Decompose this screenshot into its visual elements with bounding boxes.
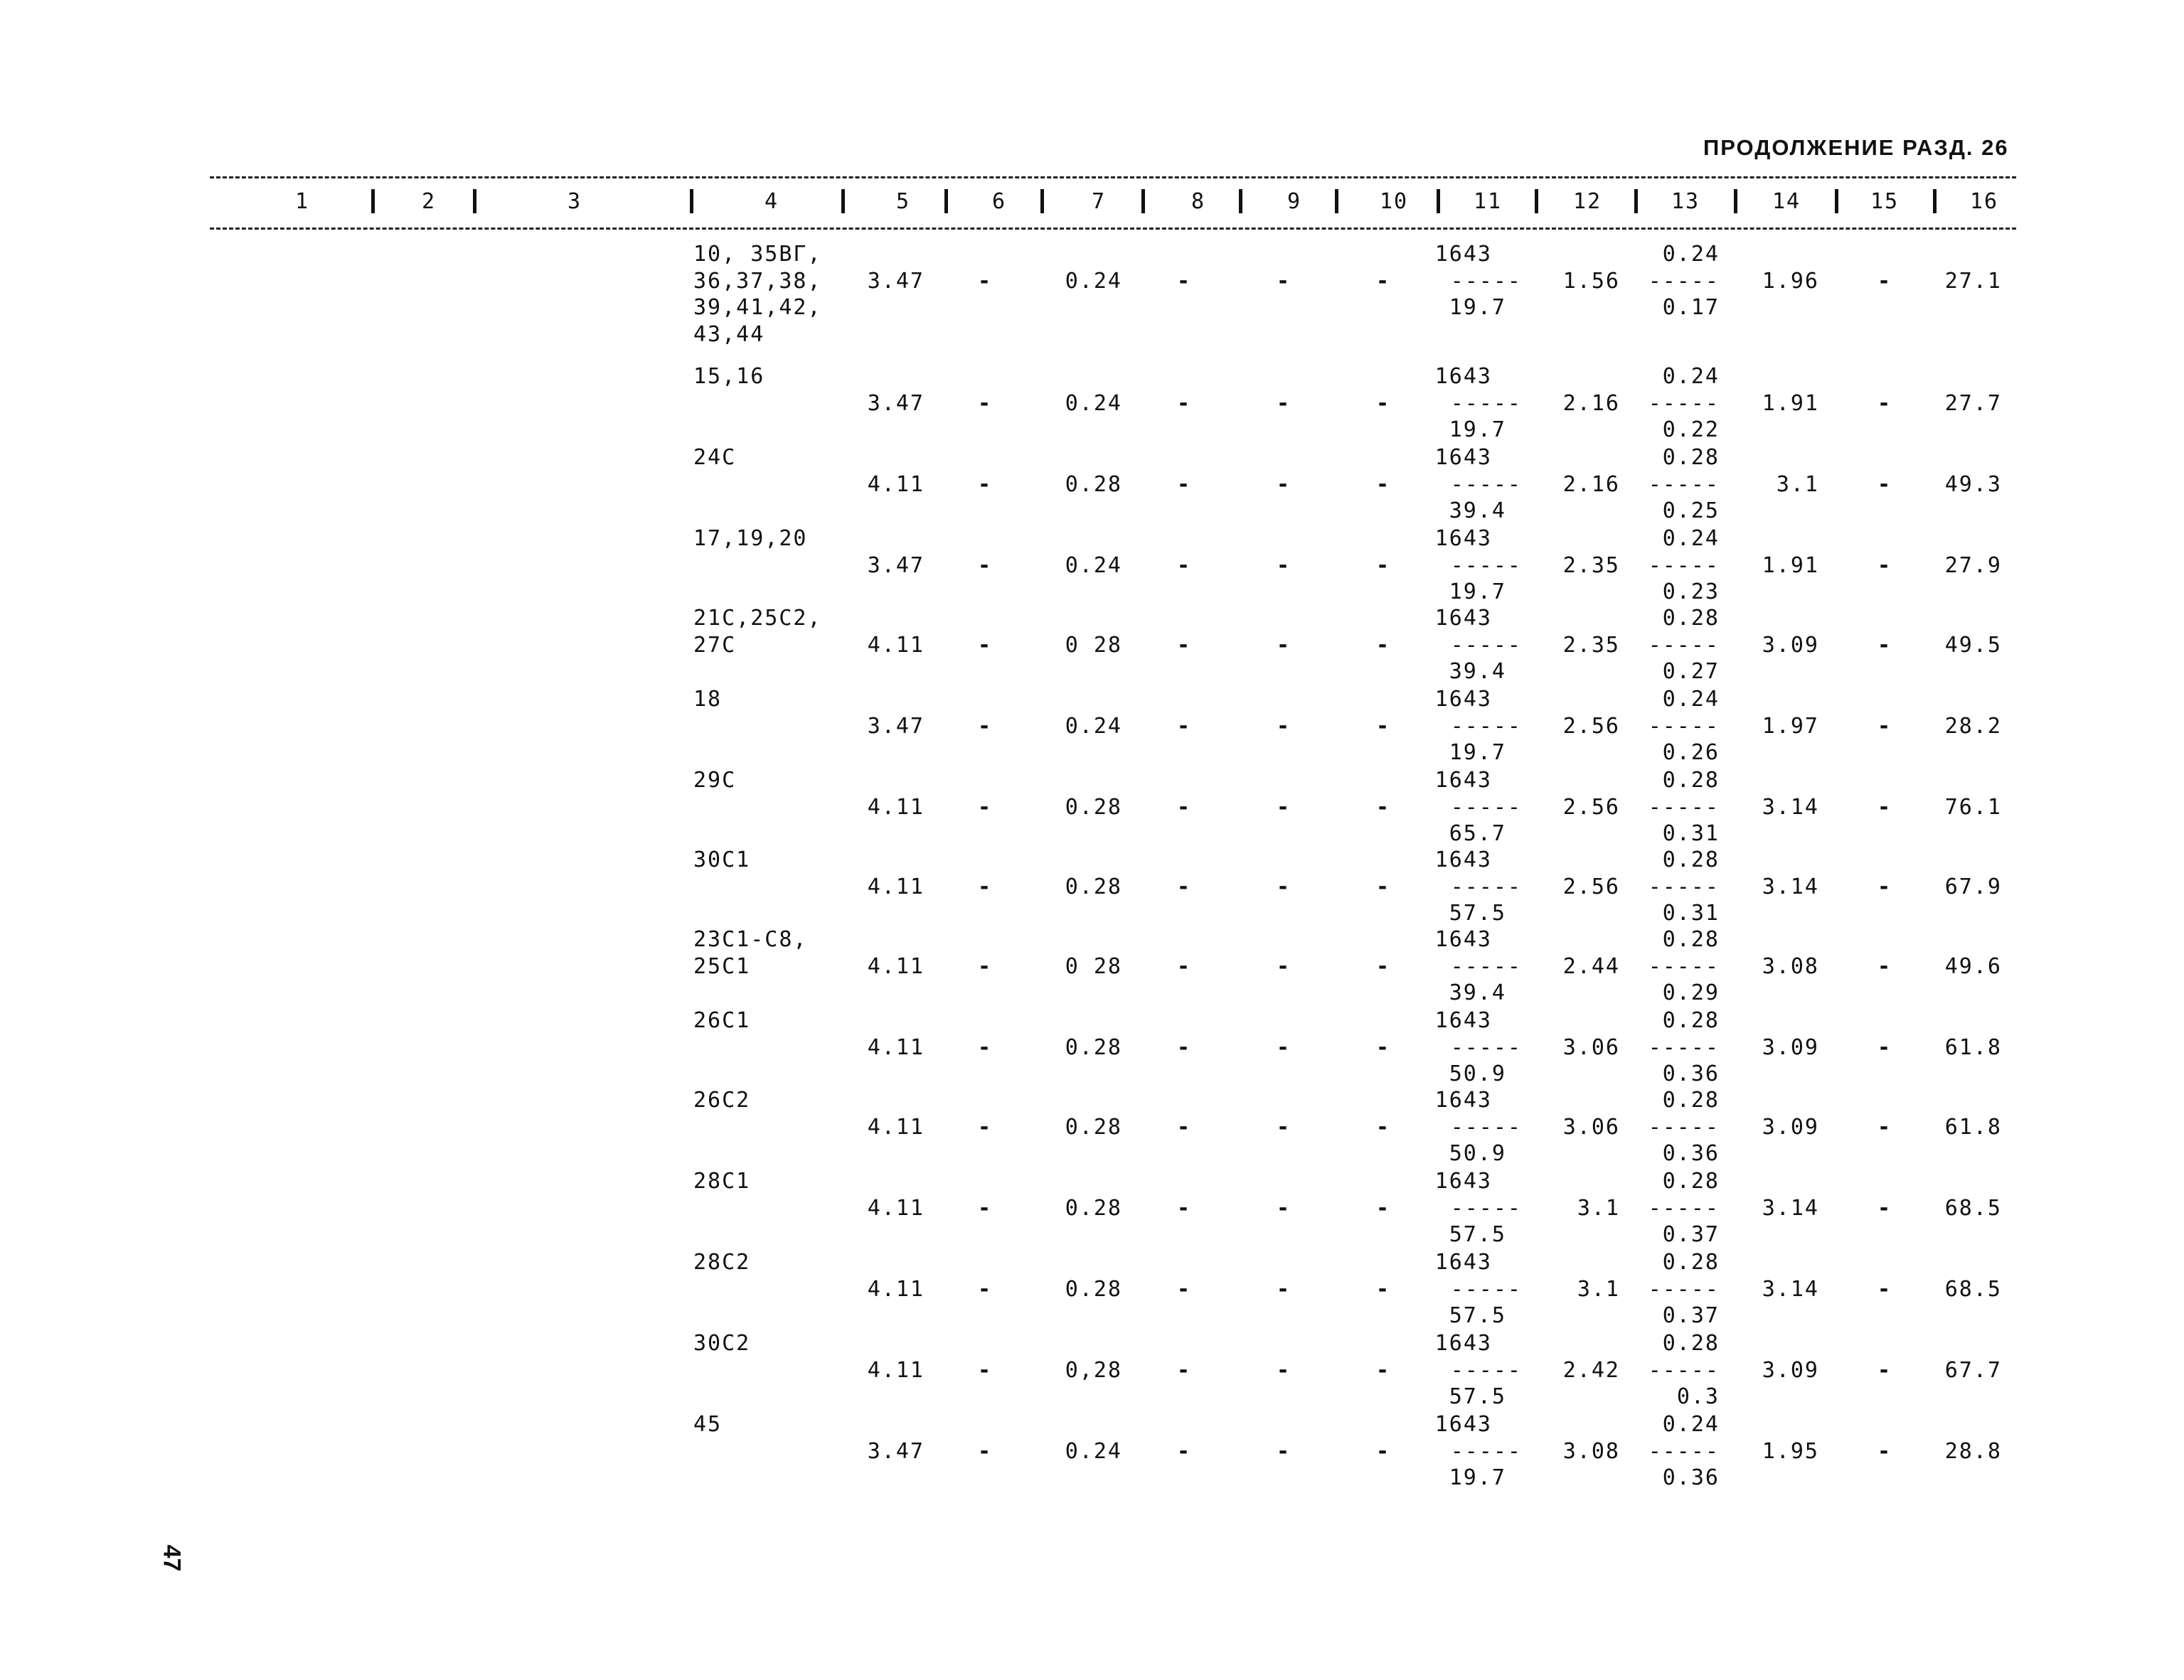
column-separator (371, 189, 375, 213)
col13-numerator: 0.28 (1662, 1250, 1720, 1275)
col11-denominator: 57.5 (1449, 1303, 1506, 1329)
col13-denominator: 0.37 (1662, 1303, 1720, 1329)
col8-value: - (1176, 552, 1192, 578)
column-separator (473, 189, 476, 213)
col12-value: 3.1 (1577, 1195, 1620, 1221)
column-separator (1437, 189, 1440, 213)
col9-value: - (1276, 1195, 1291, 1221)
col7-value: 0,28 (1065, 1357, 1122, 1383)
col10-value: - (1375, 471, 1391, 497)
col7-value: 0 28 (1065, 953, 1122, 979)
column-number-12: 12 (1572, 189, 1602, 214)
col11-denominator: 57.5 (1449, 1384, 1506, 1410)
col9-value: - (1276, 471, 1291, 497)
column-number-15: 15 (1870, 189, 1900, 214)
col15-value: - (1877, 1114, 1892, 1140)
col9-value: - (1276, 713, 1291, 739)
column-number-9: 9 (1287, 189, 1302, 214)
col12-value: 1.56 (1562, 268, 1620, 294)
column-number-13: 13 (1671, 189, 1700, 214)
col10-value: - (1375, 1195, 1391, 1221)
continuation-header: ПРОДОЛЖЕНИЕ РАЗД. 26 (1703, 135, 2009, 160)
col6-value: - (977, 794, 993, 820)
column-number-2: 2 (421, 189, 437, 214)
col8-value: - (1176, 268, 1192, 294)
col5-value: 4.11 (867, 1114, 925, 1140)
row-designation: 10, 35ВГ, (693, 242, 822, 267)
col11-numerator: 1643 (1434, 1088, 1492, 1113)
col11-numerator: 1643 (1434, 1169, 1492, 1194)
col5-value: 3.47 (867, 268, 925, 294)
col6-value: - (977, 471, 993, 497)
col9-value: - (1276, 874, 1291, 899)
col9-value: - (1276, 794, 1291, 820)
col6-value: - (977, 953, 993, 979)
col11-numerator: 1643 (1434, 847, 1492, 872)
row-designation: 24С (693, 445, 737, 470)
col13-fraction-line: ----- (1648, 1114, 1720, 1140)
col16-value: 27.9 (1944, 552, 2002, 578)
col14-value: 3.09 (1762, 1034, 1819, 1060)
col7-value: 0.28 (1065, 1276, 1122, 1302)
col13-numerator: 0.28 (1662, 847, 1720, 872)
col6-value: - (977, 1357, 993, 1383)
col15-value: - (1877, 1034, 1892, 1060)
col13-numerator: 0.28 (1662, 1008, 1720, 1033)
col10-value: - (1375, 632, 1391, 658)
page-number: 47 (158, 1544, 186, 1572)
col14-value: 3.14 (1762, 794, 1819, 820)
col15-value: - (1877, 552, 1892, 578)
col13-fraction-line: ----- (1648, 874, 1720, 899)
col5-value: 3.47 (867, 552, 925, 578)
col10-value: - (1375, 390, 1391, 416)
row-designation: 26С1 (693, 1008, 751, 1033)
col5-value: 4.11 (867, 1276, 925, 1302)
col13-denominator: 0.36 (1662, 1061, 1720, 1087)
column-separator (841, 189, 845, 213)
col11-numerator: 1643 (1434, 687, 1492, 712)
col7-value: 0 28 (1065, 632, 1122, 658)
row-designation: 39,41,42, (693, 295, 822, 321)
col11-numerator: 1643 (1434, 606, 1492, 631)
col11-fraction-line: ----- (1450, 1276, 1522, 1302)
col14-value: 1.91 (1762, 390, 1819, 416)
col13-numerator: 0.24 (1662, 364, 1720, 389)
col11-denominator: 19.7 (1449, 579, 1506, 605)
col14-value: 3.09 (1762, 1114, 1819, 1140)
col9-value: - (1276, 1438, 1291, 1464)
col8-value: - (1176, 794, 1192, 820)
col13-denominator: 0.31 (1662, 901, 1720, 926)
col12-value: 2.16 (1562, 390, 1620, 416)
col11-denominator: 57.5 (1449, 901, 1506, 926)
col11-denominator: 50.9 (1449, 1141, 1506, 1167)
row-designation: 17,19,20 (693, 526, 808, 551)
col11-numerator: 1643 (1434, 927, 1492, 952)
col16-value: 61.8 (1944, 1034, 2002, 1060)
col7-value: 0.24 (1065, 1438, 1122, 1464)
col6-value: - (977, 713, 993, 739)
row-designation: 45 (693, 1412, 723, 1437)
col11-fraction-line: ----- (1450, 390, 1522, 416)
col14-value: 3.14 (1762, 1276, 1819, 1302)
col11-fraction-line: ----- (1450, 1195, 1522, 1221)
col8-value: - (1176, 713, 1192, 739)
col14-value: 1.97 (1762, 713, 1819, 739)
col7-value: 0.24 (1065, 268, 1122, 294)
col8-value: - (1176, 1357, 1192, 1383)
col10-value: - (1375, 552, 1391, 578)
col12-value: 2.56 (1562, 713, 1620, 739)
col5-value: 3.47 (867, 1438, 925, 1464)
col9-value: - (1276, 1114, 1291, 1140)
col11-numerator: 1643 (1434, 1412, 1492, 1437)
column-separator (1933, 189, 1937, 213)
col8-value: - (1176, 390, 1192, 416)
col13-denominator: 0.23 (1662, 579, 1720, 605)
col6-value: - (977, 1438, 993, 1464)
col12-value: 3.06 (1562, 1034, 1620, 1060)
col9-value: - (1276, 390, 1291, 416)
col8-value: - (1176, 632, 1192, 658)
column-separator (1335, 189, 1338, 213)
col14-value: 3.14 (1762, 1195, 1819, 1221)
col8-value: - (1176, 1276, 1192, 1302)
col11-denominator: 39.4 (1449, 659, 1506, 685)
col7-value: 0.28 (1065, 471, 1122, 497)
col11-denominator: 19.7 (1449, 740, 1506, 766)
col13-fraction-line: ----- (1648, 953, 1720, 979)
column-separator (1634, 189, 1638, 213)
col8-value: - (1176, 874, 1192, 899)
col15-value: - (1877, 268, 1892, 294)
col13-fraction-line: ----- (1648, 1034, 1720, 1060)
row-designation: 27С (693, 632, 737, 658)
row-designation: 43,44 (693, 321, 765, 347)
col11-fraction-line: ----- (1450, 552, 1522, 578)
column-number-5: 5 (895, 189, 911, 214)
col11-denominator: 19.7 (1449, 295, 1506, 321)
col16-value: 28.2 (1944, 713, 2002, 739)
top-rule (210, 176, 2016, 178)
column-separator (1141, 189, 1145, 213)
col14-value: 3.1 (1776, 471, 1819, 497)
col12-value: 2.35 (1562, 552, 1620, 578)
col15-value: - (1877, 713, 1892, 739)
col11-denominator: 39.4 (1449, 498, 1506, 524)
col11-numerator: 1643 (1434, 242, 1492, 267)
column-number-14: 14 (1772, 189, 1801, 214)
column-separator (944, 189, 948, 213)
row-designation: 15,16 (693, 364, 765, 389)
col6-value: - (977, 1276, 993, 1302)
col10-value: - (1375, 1276, 1391, 1302)
row-designation: 28С1 (693, 1169, 751, 1194)
col5-value: 4.11 (867, 794, 925, 820)
column-number-1: 1 (294, 189, 310, 214)
col8-value: - (1176, 1114, 1192, 1140)
col11-numerator: 1643 (1434, 364, 1492, 389)
col12-value: 2.16 (1562, 471, 1620, 497)
col15-value: - (1877, 1357, 1892, 1383)
col10-value: - (1375, 794, 1391, 820)
row-designation: 30С1 (693, 847, 751, 872)
row-designation: 30С2 (693, 1331, 751, 1356)
col11-fraction-line: ----- (1450, 1357, 1522, 1383)
col6-value: - (977, 552, 993, 578)
column-number-4: 4 (764, 189, 779, 214)
col13-fraction-line: ----- (1648, 713, 1720, 739)
col6-value: - (977, 874, 993, 899)
col8-value: - (1176, 953, 1192, 979)
col13-numerator: 0.24 (1662, 242, 1720, 267)
column-number-16: 16 (1969, 189, 1999, 214)
col11-fraction-line: ----- (1450, 953, 1522, 979)
column-number-6: 6 (991, 189, 1007, 214)
row-designation: 23С1-С8, (693, 927, 808, 952)
col16-value: 49.3 (1944, 471, 2002, 497)
col13-numerator: 0.28 (1662, 1088, 1720, 1113)
col16-value: 49.5 (1944, 632, 2002, 658)
col5-value: 4.11 (867, 953, 925, 979)
col13-numerator: 0.28 (1662, 1169, 1720, 1194)
col12-value: 2.35 (1562, 632, 1620, 658)
col14-value: 3.09 (1762, 632, 1819, 658)
col10-value: - (1375, 1438, 1391, 1464)
col13-numerator: 0.24 (1662, 1412, 1720, 1437)
column-separator (1835, 189, 1838, 213)
col13-fraction-line: ----- (1648, 471, 1720, 497)
col13-denominator: 0.29 (1662, 980, 1720, 1006)
col15-value: - (1877, 1276, 1892, 1302)
col13-fraction-line: ----- (1648, 1276, 1720, 1302)
row-designation: 29С (693, 768, 737, 793)
col15-value: - (1877, 632, 1892, 658)
col12-value: 2.56 (1562, 874, 1620, 899)
col13-denominator: 0.36 (1662, 1141, 1720, 1167)
col11-denominator: 19.7 (1449, 1465, 1506, 1491)
col8-value: - (1176, 1195, 1192, 1221)
col5-value: 3.47 (867, 713, 925, 739)
col10-value: - (1375, 1357, 1391, 1383)
col12-value: 2.42 (1562, 1357, 1620, 1383)
col7-value: 0.24 (1065, 390, 1122, 416)
col16-value: 67.7 (1944, 1357, 2002, 1383)
col9-value: - (1276, 1034, 1291, 1060)
col8-value: - (1176, 471, 1192, 497)
col9-value: - (1276, 1357, 1291, 1383)
row-designation: 26С2 (693, 1088, 751, 1113)
col6-value: - (977, 632, 993, 658)
column-separator (1535, 189, 1538, 213)
col6-value: - (977, 1195, 993, 1221)
col13-denominator: 0.27 (1662, 659, 1720, 685)
col13-denominator: 0.31 (1662, 821, 1720, 847)
col9-value: - (1276, 1276, 1291, 1302)
col9-value: - (1276, 953, 1291, 979)
column-separator (690, 189, 693, 213)
col11-numerator: 1643 (1434, 1008, 1492, 1033)
col14-value: 3.08 (1762, 953, 1819, 979)
col7-value: 0.24 (1065, 713, 1122, 739)
col13-fraction-line: ----- (1648, 552, 1720, 578)
col11-fraction-line: ----- (1450, 874, 1522, 899)
col12-value: 3.1 (1577, 1276, 1620, 1302)
row-designation: 28С2 (693, 1250, 751, 1275)
col13-fraction-line: ----- (1648, 268, 1720, 294)
col11-fraction-line: ----- (1450, 794, 1522, 820)
col12-value: 3.08 (1562, 1438, 1620, 1464)
column-separator (1040, 189, 1044, 213)
column-separator (1239, 189, 1242, 213)
col15-value: - (1877, 1195, 1892, 1221)
col5-value: 4.11 (867, 471, 925, 497)
row-designation: 36,37,38, (693, 268, 822, 294)
column-number-3: 3 (567, 189, 582, 214)
col6-value: - (977, 1114, 993, 1140)
col13-fraction-line: ----- (1648, 1357, 1720, 1383)
col5-value: 4.11 (867, 1034, 925, 1060)
col16-value: 76.1 (1944, 794, 2002, 820)
col13-denominator: 0.26 (1662, 740, 1720, 766)
col5-value: 4.11 (867, 874, 925, 899)
col12-value: 2.44 (1562, 953, 1620, 979)
col13-numerator: 0.28 (1662, 768, 1720, 793)
column-number-11: 11 (1473, 189, 1503, 214)
col13-denominator: 0.36 (1662, 1465, 1720, 1491)
col9-value: - (1276, 552, 1291, 578)
col13-numerator: 0.28 (1662, 927, 1720, 952)
column-separator (1734, 189, 1737, 213)
col14-value: 3.14 (1762, 874, 1819, 899)
col7-value: 0.28 (1065, 1114, 1122, 1140)
col16-value: 68.5 (1944, 1276, 2002, 1302)
col12-value: 3.06 (1562, 1114, 1620, 1140)
row-designation: 18 (693, 687, 723, 712)
col11-fraction-line: ----- (1450, 1034, 1522, 1060)
column-number-10: 10 (1379, 189, 1409, 214)
header-bottom-rule (210, 228, 2016, 230)
col7-value: 0.24 (1065, 552, 1122, 578)
col7-value: 0.28 (1065, 1034, 1122, 1060)
col11-fraction-line: ----- (1450, 632, 1522, 658)
col11-denominator: 50.9 (1449, 1061, 1506, 1087)
col16-value: 28.8 (1944, 1438, 2002, 1464)
col11-fraction-line: ----- (1450, 268, 1522, 294)
col13-numerator: 0.28 (1662, 606, 1720, 631)
col10-value: - (1375, 713, 1391, 739)
col8-value: - (1176, 1438, 1192, 1464)
col11-denominator: 19.7 (1449, 417, 1506, 443)
col11-numerator: 1643 (1434, 768, 1492, 793)
col9-value: - (1276, 268, 1291, 294)
col13-fraction-line: ----- (1648, 1195, 1720, 1221)
col11-numerator: 1643 (1434, 1331, 1492, 1356)
row-designation: 25С1 (693, 953, 751, 979)
col15-value: - (1877, 390, 1892, 416)
col13-numerator: 0.28 (1662, 445, 1720, 470)
col13-denominator: 0.37 (1662, 1222, 1720, 1248)
col13-numerator: 0.28 (1662, 1331, 1720, 1356)
col7-value: 0.28 (1065, 794, 1122, 820)
col6-value: - (977, 390, 993, 416)
col11-numerator: 1643 (1434, 526, 1492, 551)
col10-value: - (1375, 1114, 1391, 1140)
col15-value: - (1877, 471, 1892, 497)
col11-denominator: 39.4 (1449, 980, 1506, 1006)
col11-fraction-line: ----- (1450, 1114, 1522, 1140)
col15-value: - (1877, 1438, 1892, 1464)
col6-value: - (977, 1034, 993, 1060)
col10-value: - (1375, 1034, 1391, 1060)
column-number-8: 8 (1190, 189, 1206, 214)
col10-value: - (1375, 874, 1391, 899)
row-designation: 21С,25С2, (693, 606, 822, 631)
col11-numerator: 1643 (1434, 445, 1492, 470)
col15-value: - (1877, 953, 1892, 979)
col16-value: 61.8 (1944, 1114, 2002, 1140)
col14-value: 1.96 (1762, 268, 1819, 294)
col6-value: - (977, 268, 993, 294)
col13-denominator: 0.17 (1662, 295, 1720, 321)
col14-value: 3.09 (1762, 1357, 1819, 1383)
col16-value: 68.5 (1944, 1195, 2002, 1221)
col9-value: - (1276, 632, 1291, 658)
col12-value: 2.56 (1562, 794, 1620, 820)
col13-denominator: 0.22 (1662, 417, 1720, 443)
col13-fraction-line: ----- (1648, 632, 1720, 658)
col5-value: 4.11 (867, 1357, 925, 1383)
col13-numerator: 0.24 (1662, 687, 1720, 712)
col11-denominator: 65.7 (1449, 821, 1506, 847)
col7-value: 0.28 (1065, 874, 1122, 899)
col13-denominator: 0.25 (1662, 498, 1720, 524)
col13-fraction-line: ----- (1648, 390, 1720, 416)
col14-value: 1.91 (1762, 552, 1819, 578)
col11-fraction-line: ----- (1450, 1438, 1522, 1464)
col16-value: 27.1 (1944, 268, 2002, 294)
col10-value: - (1375, 268, 1391, 294)
col16-value: 49.6 (1944, 953, 2002, 979)
col13-denominator: 0.3 (1676, 1384, 1720, 1410)
col11-denominator: 57.5 (1449, 1222, 1506, 1248)
col15-value: - (1877, 794, 1892, 820)
col5-value: 4.11 (867, 1195, 925, 1221)
col13-fraction-line: ----- (1648, 1438, 1720, 1464)
col16-value: 27.7 (1944, 390, 2002, 416)
column-number-7: 7 (1091, 189, 1107, 214)
col7-value: 0.28 (1065, 1195, 1122, 1221)
col16-value: 67.9 (1944, 874, 2002, 899)
col11-fraction-line: ----- (1450, 471, 1522, 497)
col5-value: 3.47 (867, 390, 925, 416)
col10-value: - (1375, 953, 1391, 979)
col5-value: 4.11 (867, 632, 925, 658)
col13-fraction-line: ----- (1648, 794, 1720, 820)
col13-numerator: 0.24 (1662, 526, 1720, 551)
col11-numerator: 1643 (1434, 1250, 1492, 1275)
col11-fraction-line: ----- (1450, 713, 1522, 739)
col14-value: 1.95 (1762, 1438, 1819, 1464)
col8-value: - (1176, 1034, 1192, 1060)
col15-value: - (1877, 874, 1892, 899)
